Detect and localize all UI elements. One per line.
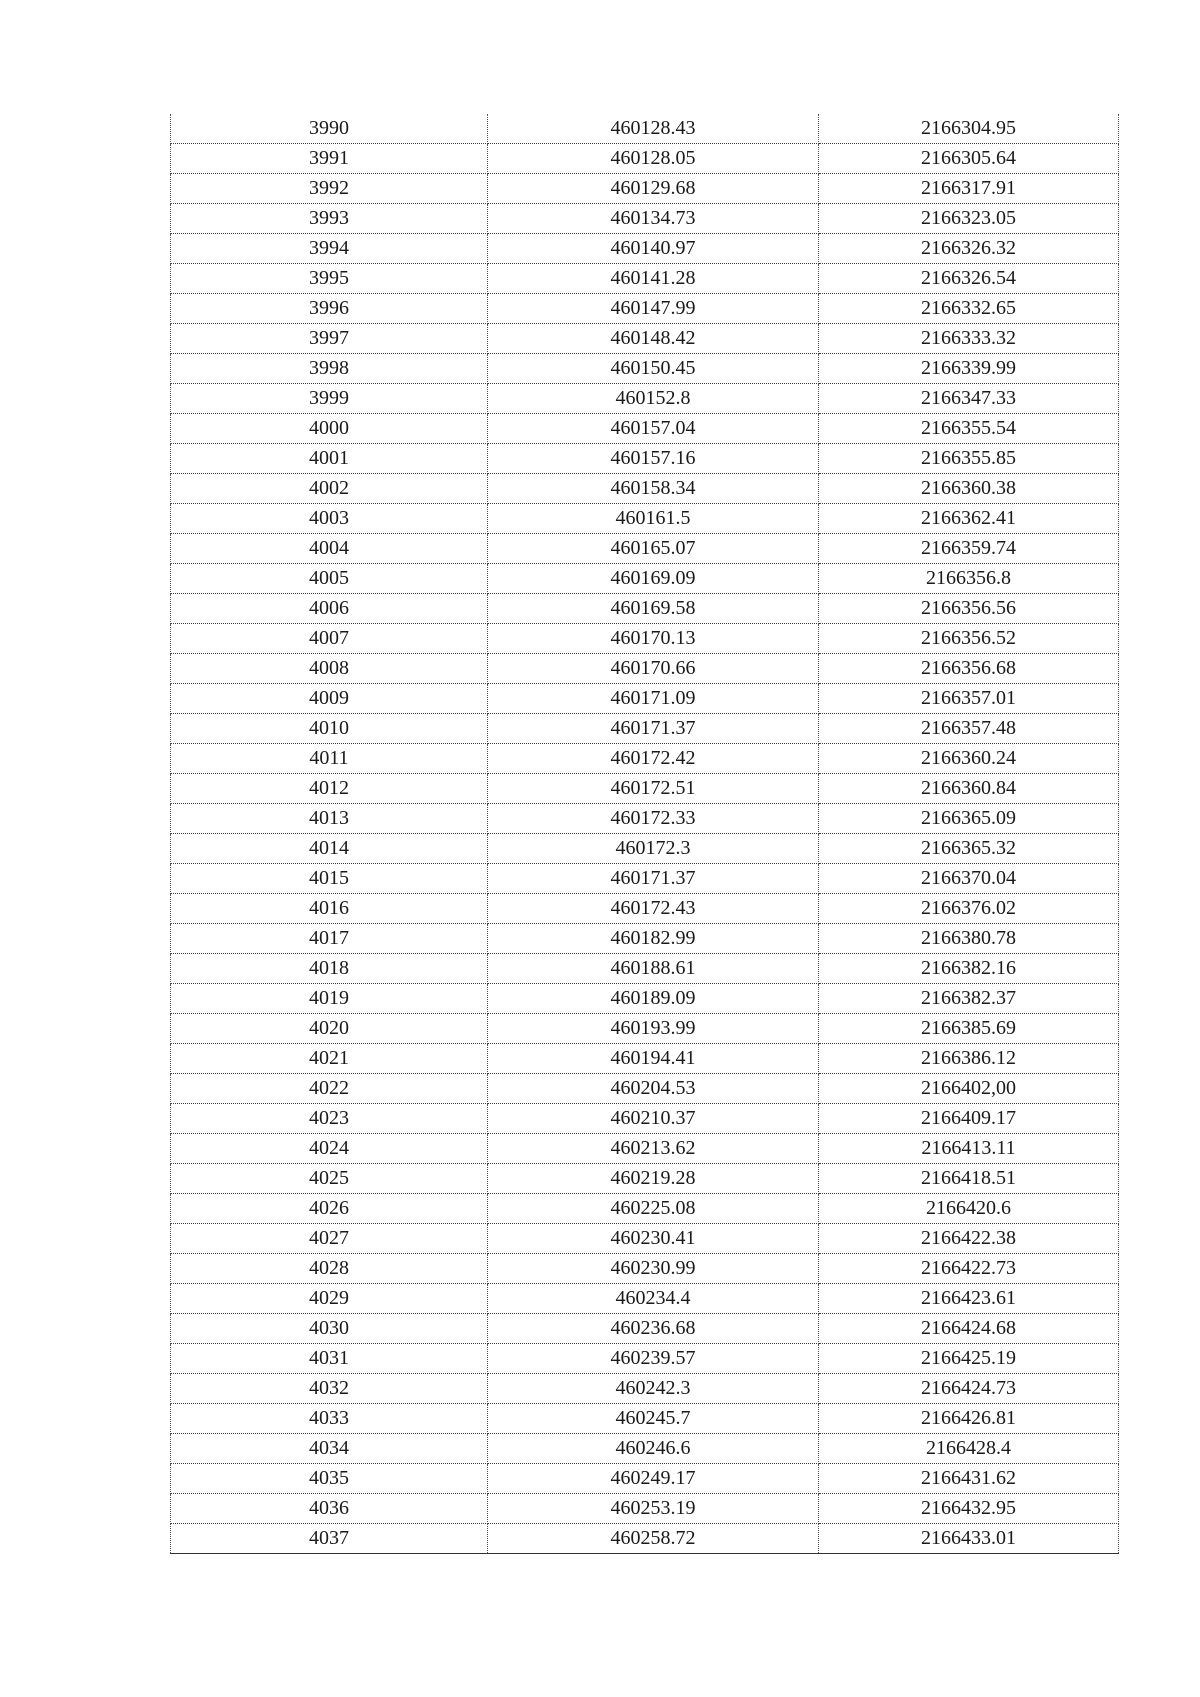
x-coordinate-cell: 460239.57 (488, 1344, 819, 1374)
x-coordinate-cell: 460234.4 (488, 1284, 819, 1314)
y-coordinate-cell: 2166332.65 (819, 294, 1119, 324)
table-row (171, 444, 1119, 474)
point-number-cell: 4015 (171, 864, 488, 894)
table-row (171, 1194, 1119, 1224)
y-coordinate-cell: 2166323.05 (819, 204, 1119, 234)
table-row (171, 714, 1119, 744)
y-coordinate-cell: 2166409.17 (819, 1104, 1119, 1134)
x-coordinate-cell: 460170.13 (488, 624, 819, 654)
table-row (171, 1254, 1119, 1284)
point-number-cell: 4026 (171, 1194, 488, 1224)
point-number-cell: 4010 (171, 714, 488, 744)
table-row (171, 504, 1119, 534)
y-coordinate-cell: 2166355.85 (819, 444, 1119, 474)
table-row (171, 1344, 1119, 1374)
x-coordinate-cell: 460134.73 (488, 204, 819, 234)
point-number-cell: 4019 (171, 984, 488, 1014)
x-coordinate-cell: 460182.99 (488, 924, 819, 954)
y-coordinate-cell: 2166422.73 (819, 1254, 1119, 1284)
y-coordinate-cell: 2166433.01 (819, 1524, 1119, 1554)
point-number-cell: 3997 (171, 324, 488, 354)
point-number-cell: 4006 (171, 594, 488, 624)
table-row (171, 864, 1119, 894)
x-coordinate-cell: 460165.07 (488, 534, 819, 564)
y-coordinate-cell: 2166424.68 (819, 1314, 1119, 1344)
table-row (171, 534, 1119, 564)
table-row (171, 834, 1119, 864)
table-row (171, 744, 1119, 774)
point-number-cell: 4007 (171, 624, 488, 654)
x-coordinate-cell: 460249.17 (488, 1464, 819, 1494)
table-row (171, 384, 1119, 414)
y-coordinate-cell: 2166359.74 (819, 534, 1119, 564)
table-row (171, 1014, 1119, 1044)
table-row (171, 474, 1119, 504)
y-coordinate-cell: 2166355.54 (819, 414, 1119, 444)
x-coordinate-cell: 460157.16 (488, 444, 819, 474)
y-coordinate-cell: 2166365.32 (819, 834, 1119, 864)
y-coordinate-cell: 2166339.99 (819, 354, 1119, 384)
y-coordinate-cell: 2166357.01 (819, 684, 1119, 714)
x-coordinate-cell: 460148.42 (488, 324, 819, 354)
y-coordinate-cell: 2166317.91 (819, 174, 1119, 204)
point-number-cell: 4025 (171, 1164, 488, 1194)
table-row (171, 1164, 1119, 1194)
y-coordinate-cell: 2166356.52 (819, 624, 1119, 654)
point-number-cell: 4027 (171, 1224, 488, 1254)
x-coordinate-cell: 460172.42 (488, 744, 819, 774)
point-number-cell: 4013 (171, 804, 488, 834)
point-number-cell: 4018 (171, 954, 488, 984)
x-coordinate-cell: 460150.45 (488, 354, 819, 384)
point-number-cell: 4020 (171, 1014, 488, 1044)
point-number-cell: 4031 (171, 1344, 488, 1374)
y-coordinate-cell: 2166365.09 (819, 804, 1119, 834)
x-coordinate-cell: 460128.43 (488, 114, 819, 144)
point-number-cell: 4028 (171, 1254, 488, 1284)
table-row (171, 804, 1119, 834)
table-row (171, 174, 1119, 204)
x-coordinate-cell: 460157.04 (488, 414, 819, 444)
x-coordinate-cell: 460258.72 (488, 1524, 819, 1554)
table-row (171, 1314, 1119, 1344)
table-row (171, 324, 1119, 354)
y-coordinate-cell: 2166422.38 (819, 1224, 1119, 1254)
x-coordinate-cell: 460147.99 (488, 294, 819, 324)
table-row (171, 924, 1119, 954)
table-row (171, 1284, 1119, 1314)
x-coordinate-cell: 460172.3 (488, 834, 819, 864)
point-number-cell: 3991 (171, 144, 488, 174)
point-number-cell: 4033 (171, 1404, 488, 1434)
x-coordinate-cell: 460171.37 (488, 714, 819, 744)
table-row (171, 984, 1119, 1014)
table-row (171, 1464, 1119, 1494)
point-number-cell: 3993 (171, 204, 488, 234)
table-row (171, 624, 1119, 654)
y-coordinate-cell: 2166425.19 (819, 1344, 1119, 1374)
point-number-cell: 3998 (171, 354, 488, 384)
table-row (171, 1494, 1119, 1524)
point-number-cell: 4032 (171, 1374, 488, 1404)
point-number-cell: 3990 (171, 114, 488, 144)
y-coordinate-cell: 2166347.33 (819, 384, 1119, 414)
y-coordinate-cell: 2166432.95 (819, 1494, 1119, 1524)
y-coordinate-cell: 2166370.04 (819, 864, 1119, 894)
table-row (171, 204, 1119, 234)
point-number-cell: 4017 (171, 924, 488, 954)
point-number-cell: 3999 (171, 384, 488, 414)
table-row (171, 684, 1119, 714)
point-number-cell: 4011 (171, 744, 488, 774)
x-coordinate-cell: 460213.62 (488, 1134, 819, 1164)
point-number-cell: 4003 (171, 504, 488, 534)
x-coordinate-cell: 460172.51 (488, 774, 819, 804)
x-coordinate-cell: 460204.53 (488, 1074, 819, 1104)
x-coordinate-cell: 460129.68 (488, 174, 819, 204)
x-coordinate-cell: 460193.99 (488, 1014, 819, 1044)
table-row (171, 1224, 1119, 1254)
table-row (171, 1074, 1119, 1104)
x-coordinate-cell: 460172.33 (488, 804, 819, 834)
x-coordinate-cell: 460245.7 (488, 1404, 819, 1434)
x-coordinate-cell: 460194.41 (488, 1044, 819, 1074)
y-coordinate-cell: 2166424.73 (819, 1374, 1119, 1404)
y-coordinate-cell: 2166305.64 (819, 144, 1119, 174)
point-number-cell: 4000 (171, 414, 488, 444)
y-coordinate-cell: 2166304.95 (819, 114, 1119, 144)
x-coordinate-cell: 460169.58 (488, 594, 819, 624)
y-coordinate-cell: 2166420.6 (819, 1194, 1119, 1224)
table-row (171, 1104, 1119, 1134)
table-row (171, 564, 1119, 594)
point-number-cell: 4023 (171, 1104, 488, 1134)
y-coordinate-cell: 2166426.81 (819, 1404, 1119, 1434)
y-coordinate-cell: 2166356.56 (819, 594, 1119, 624)
point-number-cell: 4036 (171, 1494, 488, 1524)
x-coordinate-cell: 460161.5 (488, 504, 819, 534)
y-coordinate-cell: 2166413.11 (819, 1134, 1119, 1164)
x-coordinate-cell: 460253.19 (488, 1494, 819, 1524)
x-coordinate-cell: 460172.43 (488, 894, 819, 924)
table-row (171, 1134, 1119, 1164)
y-coordinate-cell: 2166428.4 (819, 1434, 1119, 1464)
point-number-cell: 4022 (171, 1074, 488, 1104)
table-row (171, 654, 1119, 684)
point-number-cell: 4004 (171, 534, 488, 564)
x-coordinate-cell: 460171.09 (488, 684, 819, 714)
point-number-cell: 4001 (171, 444, 488, 474)
x-coordinate-cell: 460225.08 (488, 1194, 819, 1224)
x-coordinate-cell: 460152.8 (488, 384, 819, 414)
point-number-cell: 4024 (171, 1134, 488, 1164)
y-coordinate-cell: 2166326.32 (819, 234, 1119, 264)
point-number-cell: 4002 (171, 474, 488, 504)
x-coordinate-cell: 460128.05 (488, 144, 819, 174)
y-coordinate-cell: 2166418.51 (819, 1164, 1119, 1194)
y-coordinate-cell: 2166326.54 (819, 264, 1119, 294)
y-coordinate-cell: 2166386.12 (819, 1044, 1119, 1074)
y-coordinate-cell: 2166360.24 (819, 744, 1119, 774)
table-row (171, 294, 1119, 324)
table-row (171, 1434, 1119, 1464)
x-coordinate-cell: 460140.97 (488, 234, 819, 264)
x-coordinate-cell: 460170.66 (488, 654, 819, 684)
table-row (171, 1044, 1119, 1074)
table-row (171, 1524, 1119, 1554)
table-row (171, 264, 1119, 294)
table-row (171, 414, 1119, 444)
y-coordinate-cell: 2166356.8 (819, 564, 1119, 594)
x-coordinate-cell: 460230.99 (488, 1254, 819, 1284)
point-number-cell: 4021 (171, 1044, 488, 1074)
y-coordinate-cell: 2166423.61 (819, 1284, 1119, 1314)
y-coordinate-cell: 2166402,00 (819, 1074, 1119, 1104)
y-coordinate-cell: 2166380.78 (819, 924, 1119, 954)
y-coordinate-cell: 2166382.16 (819, 954, 1119, 984)
table-row (171, 234, 1119, 264)
point-number-cell: 4030 (171, 1314, 488, 1344)
point-number-cell: 4014 (171, 834, 488, 864)
point-number-cell: 3995 (171, 264, 488, 294)
point-number-cell: 4035 (171, 1464, 488, 1494)
point-number-cell: 4005 (171, 564, 488, 594)
point-number-cell: 3992 (171, 174, 488, 204)
point-number-cell: 4016 (171, 894, 488, 924)
x-coordinate-cell: 460246.6 (488, 1434, 819, 1464)
y-coordinate-cell: 2166382.37 (819, 984, 1119, 1014)
table-row (171, 954, 1119, 984)
table-row (171, 1374, 1119, 1404)
table-row (171, 1404, 1119, 1434)
y-coordinate-cell: 2166431.62 (819, 1464, 1119, 1494)
point-number-cell: 4009 (171, 684, 488, 714)
x-coordinate-cell: 460219.28 (488, 1164, 819, 1194)
x-coordinate-cell: 460141.28 (488, 264, 819, 294)
table-row (171, 774, 1119, 804)
x-coordinate-cell: 460189.09 (488, 984, 819, 1014)
y-coordinate-cell: 2166376.02 (819, 894, 1119, 924)
table-row (171, 594, 1119, 624)
x-coordinate-cell: 460171.37 (488, 864, 819, 894)
y-coordinate-cell: 2166360.84 (819, 774, 1119, 804)
x-coordinate-cell: 460242.3 (488, 1374, 819, 1404)
x-coordinate-cell: 460158.34 (488, 474, 819, 504)
table-row (171, 354, 1119, 384)
point-number-cell: 4037 (171, 1524, 488, 1554)
x-coordinate-cell: 460169.09 (488, 564, 819, 594)
point-number-cell: 4034 (171, 1434, 488, 1464)
x-coordinate-cell: 460188.61 (488, 954, 819, 984)
point-number-cell: 3996 (171, 294, 488, 324)
x-coordinate-cell: 460210.37 (488, 1104, 819, 1134)
coordinates-table (170, 114, 1119, 1554)
x-coordinate-cell: 460236.68 (488, 1314, 819, 1344)
y-coordinate-cell: 2166360.38 (819, 474, 1119, 504)
y-coordinate-cell: 2166362.41 (819, 504, 1119, 534)
y-coordinate-cell: 2166357.48 (819, 714, 1119, 744)
point-number-cell: 4008 (171, 654, 488, 684)
table-row (171, 114, 1119, 144)
point-number-cell: 4012 (171, 774, 488, 804)
y-coordinate-cell: 2166333.32 (819, 324, 1119, 354)
table-row (171, 144, 1119, 174)
y-coordinate-cell: 2166356.68 (819, 654, 1119, 684)
table-row (171, 894, 1119, 924)
x-coordinate-cell: 460230.41 (488, 1224, 819, 1254)
y-coordinate-cell: 2166385.69 (819, 1014, 1119, 1044)
point-number-cell: 4029 (171, 1284, 488, 1314)
coordinates-table-body (171, 114, 1119, 1554)
point-number-cell: 3994 (171, 234, 488, 264)
